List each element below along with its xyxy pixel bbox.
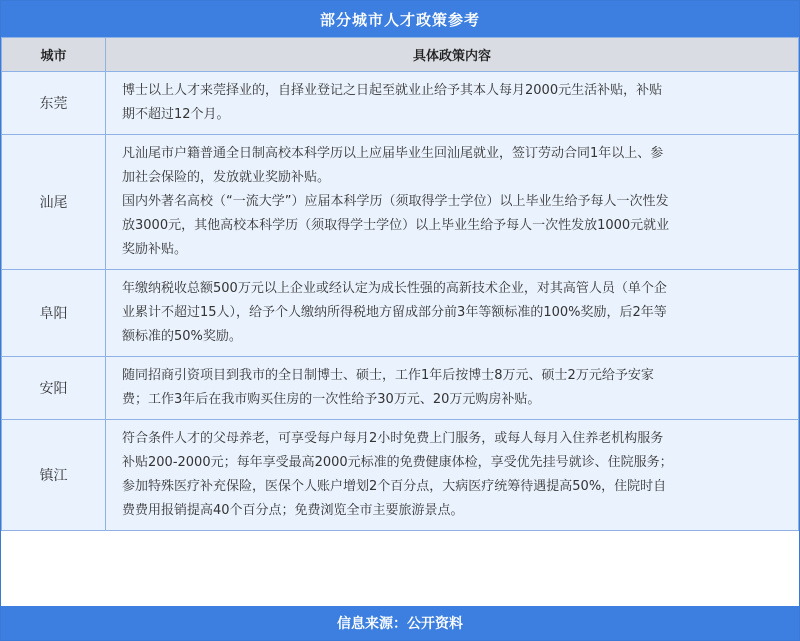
policy-line: 额标准的50%奖励。 <box>122 329 242 344</box>
city-cell: 安阳 <box>2 357 106 420</box>
table-row <box>2 72 799 135</box>
policy-line: 凡汕尾市户籍普通全日制高校本科学历以上应届毕业生回汕尾就业，签订劳动合同1年以上、参 <box>122 146 664 161</box>
city-cell: 镇江 <box>2 420 106 531</box>
policy-line: 随同招商引资项目到我市的全日制博士、硕士，工作1年后按博士8万元、硕士2万元给予安家 <box>122 368 654 383</box>
policy-cell <box>106 135 799 270</box>
policy-line: 业累计不超过15人），给予个人缴纳所得税地方留成部分前3年等额标准的100%奖励，后2年等 <box>122 305 667 320</box>
policy-line: 奖励补贴。 <box>122 242 188 257</box>
policy-table <box>1 37 799 531</box>
header-policy: 具体政策内容 <box>106 38 799 72</box>
table-header-row <box>2 38 799 72</box>
city-cell: 汕尾 <box>2 135 106 270</box>
policy-cell <box>106 357 799 420</box>
table-title: 部分城市人才政策参考 <box>1 1 799 37</box>
policy-line: 费费用报销提高40个百分点；免费浏览全市主要旅游景点。 <box>122 503 464 518</box>
policy-line: 加社会保险的，发放就业奖励补贴。 <box>122 170 331 185</box>
table-row <box>2 135 799 270</box>
policy-line: 补贴200-2000元；每年享受最高2000元标准的免费健康体检，享受优先挂号就诊、住院服务； <box>122 455 673 470</box>
policy-line: 年缴纳税收总额500万元以上企业或经认定为成长性强的高新技术企业，对其高管人员（单个企 <box>122 281 667 296</box>
table-row <box>2 420 799 531</box>
table-body <box>2 72 799 531</box>
table-row <box>2 357 799 420</box>
policy-line: 期不超过12个月。 <box>122 107 230 122</box>
policy-cell <box>106 270 799 357</box>
policy-line: 国内外著名高校（“一流大学”）应届本科学历（须取得学士学位）以上毕业生给予每人一次性发 <box>122 194 669 209</box>
policy-cell <box>106 72 799 135</box>
table-row <box>2 270 799 357</box>
header-city: 城市 <box>2 38 106 72</box>
source-footer: 信息来源：公开资料 <box>1 606 799 640</box>
city-cell: 阜阳 <box>2 270 106 357</box>
city-cell: 东莞 <box>2 72 106 135</box>
policy-line: 符合条件人才的父母养老，可享受每户每月2小时免费上门服务，或每人每月入住养老机构服务 <box>122 431 664 446</box>
policy-line: 放3000元，其他高校本科学历（须取得学士学位）以上毕业生给予每人一次性发放1000元就业 <box>122 218 670 233</box>
policy-cell <box>106 420 799 531</box>
policy-line: 费；工作3年后在我市购买住房的一次性给予30万元、20万元购房补贴。 <box>122 392 541 407</box>
policy-line: 博士以上人才来莞择业的，自择业登记之日起至就业止给予其本人每月2000元生活补贴，补贴 <box>122 83 663 98</box>
policy-line: 参加特殊医疗补充保险，医保个人账户增划2个百分点，大病医疗统筹待遇提高50%，住院时自 <box>122 479 667 494</box>
